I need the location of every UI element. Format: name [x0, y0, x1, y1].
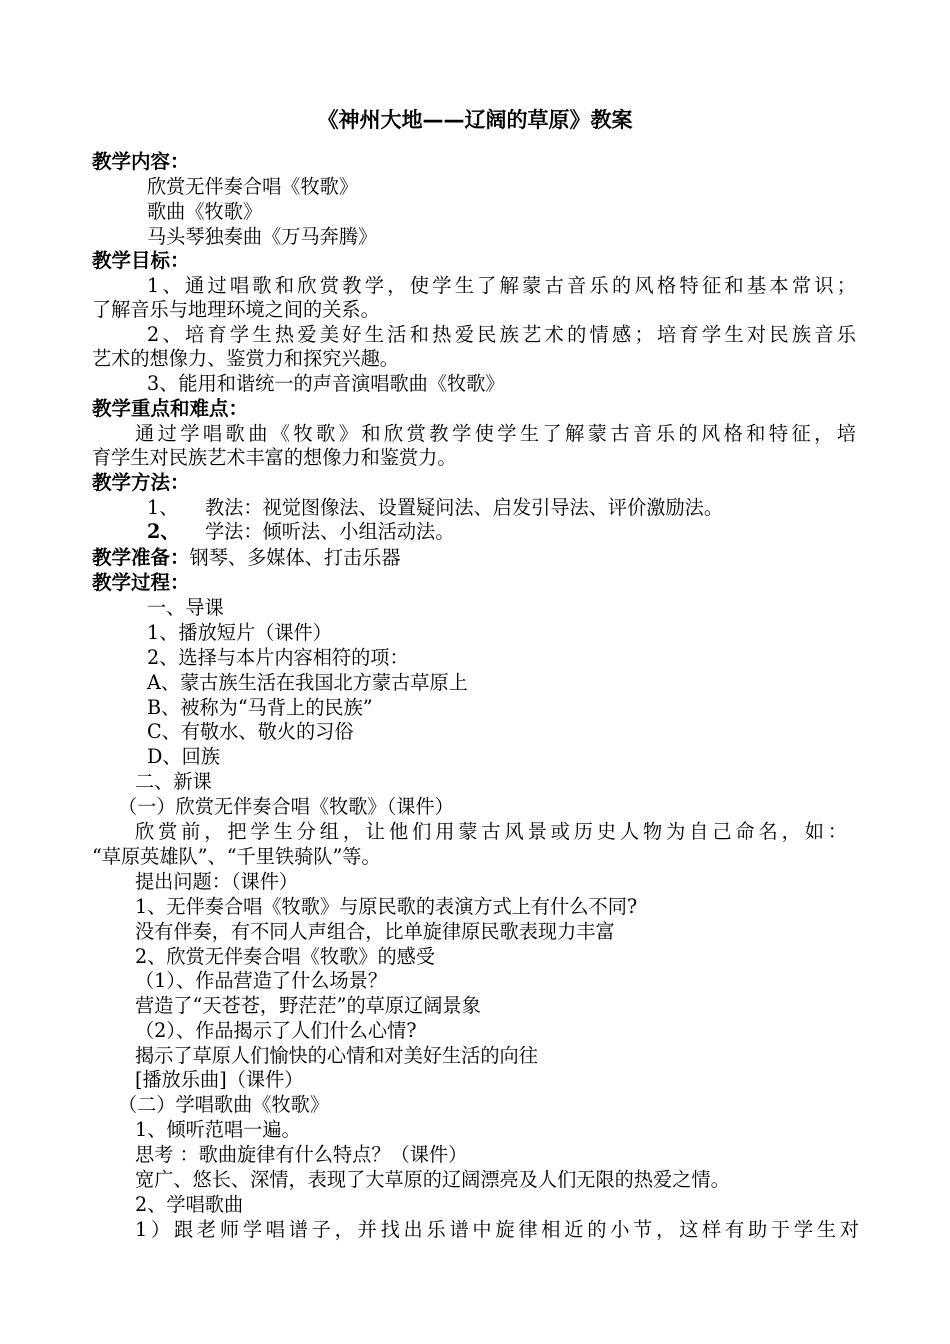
process-line: 没有伴奏，有不同人声组合，比单旋律原民歌表现力丰富 [135, 920, 615, 943]
process-line: 欣赏前，把学生分组，让他们用蒙古风景或历史人物为自己命名，如： [135, 820, 847, 843]
goal-3: 3、能用和谐统一的声音演唱歌曲《牧歌》 [147, 372, 505, 395]
process-line: [播放乐曲]（课件） [135, 1068, 304, 1091]
process-line: 提出问题：（课件） [135, 870, 299, 893]
content-item: 马头琴独奏曲《万马奔腾》 [147, 225, 378, 248]
content-item: 欣赏无伴奏合唱《牧歌》 [147, 175, 359, 198]
method-2-number: 2、 [147, 520, 180, 543]
process-line: （二）学唱歌曲《牧歌》 [118, 1093, 330, 1116]
process-line: C、有敬水、敬火的习俗 [147, 720, 354, 743]
process-line: A、蒙古族生活在我国北方蒙古草原上 [147, 671, 468, 694]
method-2-text: 学法：倾听法、小组活动法。 [205, 520, 455, 543]
process-line: 1、无伴奏合唱《牧歌》与原民歌的表演方式上有什么不同? [135, 895, 638, 918]
process-line: （1）、作品营造了什么场景？ [135, 969, 388, 992]
process-line: 1、倾听范唱一遍。 [135, 1118, 301, 1141]
process-line: 1、播放短片（课件） [147, 621, 332, 644]
preparation-line [92, 546, 401, 571]
process-line: 一、导课 [147, 596, 224, 619]
heading-methods: 教学方法： [92, 471, 190, 494]
process-line: （2）、作品揭示了人们什么心情? [135, 1019, 417, 1042]
process-line: D、回族 [147, 745, 220, 768]
document-title: 《神州大地——辽阔的草原》教案 [317, 108, 633, 132]
process-line: “草原英雄队”、“千里铁骑队”等。 [92, 845, 381, 868]
method-2 [147, 520, 454, 545]
heading-goals: 教学目标： [92, 249, 190, 272]
process-line: B、被称为“马背上的民族” [147, 696, 373, 719]
process-line: 2、欣赏无伴奏合唱《牧歌》的感受 [135, 945, 436, 968]
key-points-line-1: 通过学唱歌曲《牧歌》和欣赏教学使学生了解蒙古音乐的风格和特征，培 [135, 422, 856, 445]
goal-2-line-2: 艺术的想像力、鉴赏力和探究兴趣。 [92, 347, 399, 370]
process-line: 思考 ：歌曲旋律有什么特点？（课件） [135, 1143, 468, 1166]
heading-key-points: 教学重点和难点： [92, 397, 249, 420]
key-points-line-2: 育学生对民族艺术丰富的想像力和鉴赏力。 [92, 446, 457, 469]
process-line: 2、学唱歌曲 [135, 1193, 244, 1216]
method-1-text: 教法：视觉图像法、设置疑问法、启发引导法、评价激励法。 [205, 496, 724, 519]
goal-1-line-1: 1、通过唱歌和欣赏教学，使学生了解蒙古音乐的风格特征和基本常识； [147, 274, 856, 297]
process-line: （一）欣赏无伴奏合唱《牧歌》（课件） [118, 795, 454, 818]
heading-content: 教学内容： [92, 150, 190, 173]
method-1-number: 1、 [147, 496, 179, 519]
process-line: 揭示了草原人们愉快的心情和对美好生活的向往 [135, 1044, 538, 1067]
process-line: 二、新课 [135, 770, 212, 793]
method-1 [147, 496, 723, 521]
process-line: 宽广、悠长、深情，表现了大草原的辽阔漂亮及人们无限的热爱之情。 [135, 1168, 730, 1191]
content-item: 歌曲《牧歌》 [147, 200, 263, 223]
process-line: 营造了“天苍苍，野茫茫”的草原辽阔景象 [135, 994, 481, 1017]
preparation-text: 钢琴、多媒体、打击乐器 [189, 546, 401, 569]
process-line: 2、选择与本片内容相符的项： [147, 646, 409, 669]
heading-process: 教学过程： [92, 571, 190, 594]
goal-1-line-2: 了解音乐与地理环境之间的关系。 [92, 298, 380, 321]
process-line: 1）跟老师学唱谱子，并找出乐谱中旋律相近的小节，这样有助于学生对 [135, 1218, 859, 1241]
goal-2-line-1: 2、培育学生热爱美好生活和热爱民族艺术的情感；培育学生对民族音乐 [147, 323, 856, 346]
heading-preparation: 教学准备： [92, 546, 190, 569]
